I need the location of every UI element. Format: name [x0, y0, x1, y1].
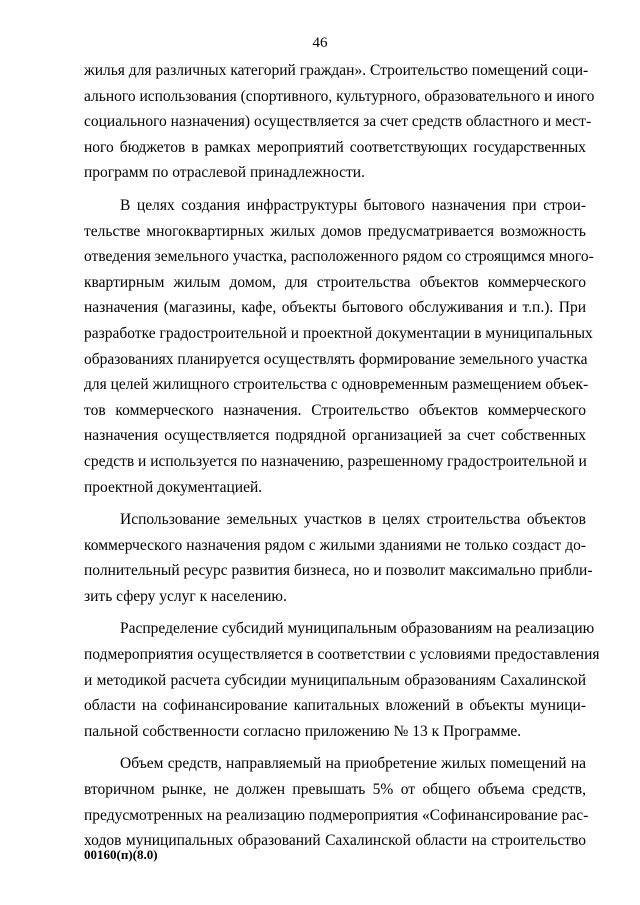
- text-line: Использование земельных участков в целях строительства объектов: [120, 511, 586, 529]
- text-line: вторичном рынке, не должен превышать 5% от общего объема средств,: [84, 781, 586, 799]
- paragraph: [84, 193, 594, 500]
- text-line: Объем средств, направляемый на приобретение жилых помещений на: [120, 755, 586, 773]
- text-line: квартирным жилым домом, для строительства объектов коммерческого: [84, 273, 586, 291]
- text-line: предусмотренных на реализацию подмероприятия «Софинансирование рас-: [84, 806, 589, 824]
- text-line: для целей жилищного строительства с одновременным размещением объек-: [84, 376, 589, 394]
- text-line: коммерческого назначения рядом с жилыми зданиями не только создаст до-: [84, 536, 586, 554]
- document-body: [84, 58, 600, 854]
- text-line: тельстве многоквартирных жилых домов предусматривается возможность: [84, 222, 586, 240]
- text-line: отведения земельного участка, расположенного рядом со строящимся много-: [84, 248, 594, 266]
- text-line: Распределение субсидий муниципальным образованиям на реализацию: [120, 620, 595, 638]
- text-line: полнительный ресурс развития бизнеса, но и позволит максимально прибли-: [84, 562, 593, 580]
- page-number: 46: [312, 35, 328, 51]
- text-line: средств и используется по назначению, разрешенному градостроительной и: [84, 452, 587, 470]
- text-line: пальной собственности согласно приложению № 13 к Программе.: [84, 722, 522, 740]
- text-line: назначения осуществляется подрядной организацией за счет собственных: [84, 427, 586, 445]
- text-line: ного бюджетов в рамках мероприятий соответствующих государственных: [84, 138, 586, 156]
- text-line: тов коммерческого назначения. Строительство объектов коммерческого: [84, 401, 586, 419]
- text-line: ального использования (спортивного, культурного, образовательного и иного: [84, 87, 595, 105]
- text-line: и методикой расчета субсидии муниципальным образованиям Сахалинской: [84, 671, 586, 689]
- text-line: назначения (магазины, кафе, объекты бытового обслуживания и т.п.). При: [84, 299, 586, 317]
- text-line: области на софинансирование капитальных вложений в объекты муници-: [84, 697, 586, 715]
- text-line: В целях создания инфраструктуры бытового назначения при строи-: [120, 196, 586, 214]
- text-line: программ по отраслевой принадлежности.: [84, 164, 365, 182]
- text-line: образованиях планируется осуществлять формирование земельного участка: [84, 350, 588, 368]
- text-line: зить сферу услуг к населению.: [84, 587, 287, 605]
- paragraph: [84, 58, 595, 186]
- text-line: разработке градостроительной и проектной документации в муниципальных: [84, 324, 593, 342]
- document-code: 00160(п)(8.0): [84, 847, 158, 862]
- text-line: жилья для различных категорий граждан». Строительство помещений соци-: [84, 62, 589, 79]
- paragraph: [84, 616, 600, 744]
- text-line: социального назначения) осуществляется за счет средств областного и мест-: [84, 113, 592, 131]
- paragraph: [84, 751, 589, 853]
- text-line: проектной документацией.: [84, 478, 263, 496]
- text-line: подмероприятия осуществляется в соответствии с условиями предоставления: [84, 646, 600, 664]
- paragraph: [84, 507, 593, 609]
- text-line: ходов муниципальных образований Сахалинской области на строительство: [84, 832, 586, 850]
